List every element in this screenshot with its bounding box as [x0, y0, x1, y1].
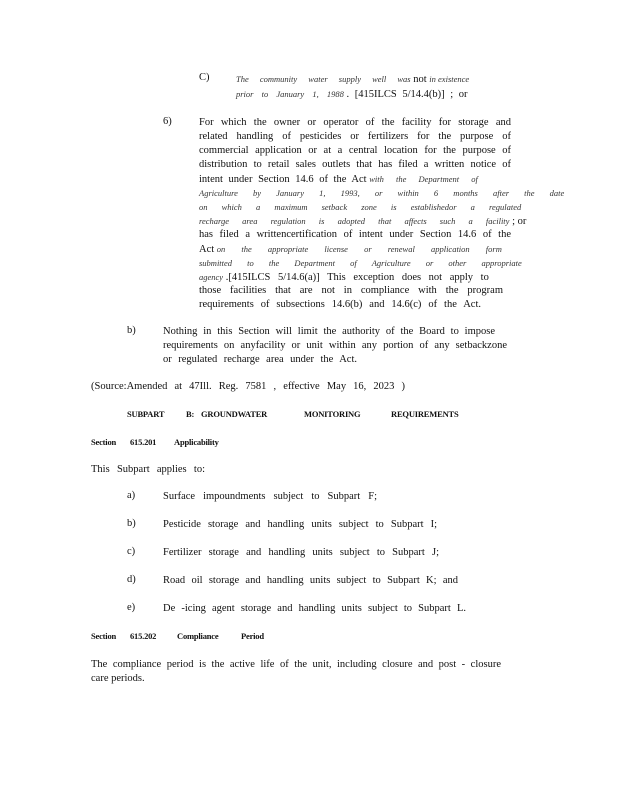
applicability-item-b-label: b) [127, 518, 136, 529]
section-202-w2: 615.202 [130, 631, 157, 641]
compliance-text-line2: care periods. [91, 673, 145, 684]
applicability-item-b-text: Pesticide storage and handling units subject to Subpart I; [163, 519, 437, 530]
applicability-item-e-text: De -icing agent storage and handling units subject to Subpart L. [163, 603, 466, 614]
applicability-intro: This Subpart applies to: [91, 464, 205, 475]
compliance-text-line1: The compliance period is the active life of the unit, including closure and post - closure [91, 659, 501, 670]
item-6-line3: commercial application or at a central location for the purpose of [199, 145, 511, 156]
subpart-heading-w4: MONITORING [304, 409, 361, 419]
section-202-w1: Section [91, 631, 117, 641]
item-6-line2: related handling of pesticides or fertilizers for the purpose of [199, 131, 511, 142]
subpart-heading-w1: SUBPART [127, 409, 165, 419]
item-6-line13: those facilities that are not in compliance with the program [199, 285, 503, 296]
item-c-line2: prior to January 1, 1988 . [415ILCS 5/14.4(b)] ; or [236, 89, 468, 100]
item-6-line1: For which the owner or operator of the facility for storage and [199, 117, 511, 128]
item-6-line8: recharge area regulation is adopted that affects such a facility ; or [199, 216, 527, 227]
item-c-label: C) [199, 72, 210, 83]
item-6-line9: has filed a writtencertification of intent under Section 14.6 of the [199, 229, 511, 240]
item-b-line3: or regulated recharge area under the Act. [163, 354, 357, 365]
item-b-label: b) [127, 325, 136, 336]
applicability-item-a-label: a) [127, 490, 136, 501]
item-6-line11: submitted to the Department of Agriculture or other appropriate [199, 258, 522, 268]
item-c-line1: The community water supply well was not in existence [236, 74, 470, 85]
applicability-item-d-text: Road oil storage and handling units subject to Subpart K; and [163, 575, 458, 586]
applicability-item-c-text: Fertilizer storage and handling units subject to Subpart J; [163, 547, 439, 558]
applicability-item-e-label: e) [127, 602, 136, 613]
item-6-line7: on which a maximum setback zone is establishedor a regulated [199, 202, 522, 212]
section-201-w1: Section [91, 437, 117, 447]
item-6-line5: intent under Section 14.6 of the Act with the Department of [199, 174, 478, 185]
item-6-line10: Act on the appropriate license or renewal application form [199, 244, 502, 255]
subpart-heading-w3: GROUNDWATER [201, 409, 268, 419]
section-201-w2: 615.201 [130, 437, 157, 447]
item-6-line4: distribution to retail sales outlets that has filed a written notice of [199, 159, 511, 170]
applicability-item-d-label: d) [127, 574, 136, 585]
item-6-line12: agency .[415ILCS 5/14.6(a)] This exception does not apply to [199, 272, 489, 283]
item-6-label: 6) [163, 116, 172, 127]
item-b-line2: requirements on anyfacility or unit within any portion of any setbackzone [163, 340, 507, 351]
applicability-item-c-label: c) [127, 546, 136, 557]
subpart-heading-w2: B: [186, 409, 195, 419]
item-6-line14: requirements of subsections 14.6(b) and 14.6(c) of the Act. [199, 299, 481, 310]
section-201-w3: Applicability [174, 437, 219, 447]
item-6-line6: Agriculture by January 1, 1993, or within 6 months after the date [199, 188, 565, 198]
section-202-w4: Period [241, 631, 264, 641]
applicability-item-a-text: Surface impoundments subject to Subpart F; [163, 491, 377, 502]
item-b-line1: Nothing in this Section will limit the authority of the Board to impose [163, 326, 495, 337]
source-note: (Source:Amended at 47Ill. Reg. 7581 , effective May 16, 2023 ) [91, 381, 405, 392]
section-202-w3: Compliance [177, 631, 219, 641]
subpart-heading-w5: REQUIREMENTS [391, 409, 459, 419]
